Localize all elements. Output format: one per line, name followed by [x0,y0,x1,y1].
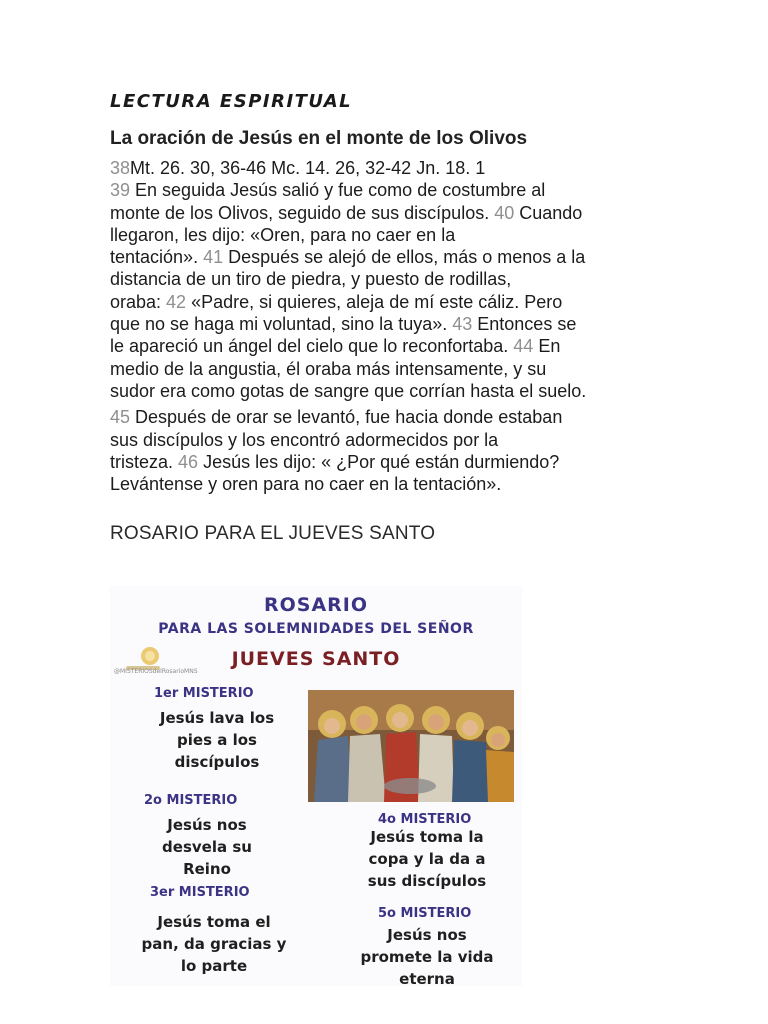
text-line [110,291,670,313]
verse-text: oraba: [110,291,167,312]
rosary-image [110,586,522,986]
text-line: llegaron, les dijo: «Oren, para no caer en la [110,224,456,245]
mystery-text-line: discípulos [174,753,260,771]
text-line: sus discípulos y los encontró adormecidos por la [110,429,499,450]
verse-number: 45 [110,407,131,428]
rosary-image-day: JUEVES SANTO [231,648,401,670]
verse-number: 39 [110,180,131,201]
mystery-text-line: Jesús nos [167,816,247,834]
mystery-text-line: eterna [399,970,455,986]
mystery-text-line: Jesús lava los [159,709,275,727]
text-line [110,406,670,428]
mystery-text-line: Jesús toma la [370,828,484,846]
text-line [110,451,670,473]
mystery-5-label: 5o MISTERIO [378,906,472,921]
verse-text: Mt. 26. 30, 36-46 Mc. 14. 26, 32-42 Jn. 18. 1 [130,158,486,178]
mystery-text-line: Jesús nos [387,926,467,944]
verse-number: 42 [166,291,187,312]
text-line [110,202,670,224]
mystery-2-text [122,814,292,880]
verse-number: 43 [452,314,473,335]
verse-text: Cuando [514,202,583,223]
mystery-text-line: promete la vida [360,948,494,966]
mystery-text-line: lo parte [180,957,248,975]
mystery-1-text [122,707,312,773]
mystery-4-label: 4o MISTERIO [378,812,472,827]
verse-number: 40 [494,202,515,223]
rosary-image-subtitle: PARA LAS SOLEMNIDADES DEL SEÑOR [158,621,474,637]
mystery-text-line: Jesús toma el [157,913,271,931]
paragraph-2 [110,406,670,495]
mystery-5-text [340,924,514,986]
rosary-heading: ROSARIO PARA EL JUEVES SANTO [110,523,436,545]
last-supper-painting-icon [308,690,514,802]
mystery-4-text [340,826,514,892]
verse-number: 41 [203,247,224,268]
section-title: LECTURA ESPIRITUAL [110,91,353,112]
mystery-text-line: pan, da gracias y [141,935,287,953]
verse-text: tristeza. [110,451,179,472]
text-line: Levántense y oren para no caer en la tentación». [110,474,502,495]
reading-body [110,157,670,495]
text-line [110,313,670,335]
mystery-text-line: sus discípulos [367,872,487,890]
mystery-2-label: 2o MISTERIO [144,793,238,808]
verse-text: tentación». [110,247,204,268]
mystery-text-line: pies a los [177,731,257,749]
paragraph-1 [110,157,670,402]
text-line [110,335,670,357]
verse-text: Después se alejó de ellos, más o menos a la [223,247,586,268]
text-line: sudor era como gotas de sangre que corrían hasta el suelo. [110,380,587,401]
logo-caption: @MISTERIOSdelRosarioMNS [114,668,198,675]
mystery-text-line: desvela su [162,838,252,856]
verse-number: 38 [110,158,131,178]
document-page [110,88,670,546]
verse-text: monte de los Olivos, seguido de sus discípulos. [110,202,495,223]
verse-text: que no se haga mi voluntad, sino la tuya». [110,314,453,335]
text-line [110,157,670,179]
text-line [110,179,670,201]
verse-text: Entonces se [472,314,577,335]
verse-text: En [533,336,561,357]
mystery-1-label: 1er MISTERIO [154,686,254,701]
mystery-3-text [116,911,312,977]
text-line: distancia de un tiro de piedra, y puesto de rodillas, [110,269,512,290]
verse-text: le apareció un ángel del cielo que lo reconfortaba. [110,336,514,357]
text-line: medio de la angustia, él oraba más intensamente, y su [110,358,547,379]
verse-text: Jesús les dijo: « ¿Por qué están durmiendo? [198,451,560,472]
mystery-3-label: 3er MISTERIO [150,885,250,900]
verse-number: 44 [513,336,534,357]
verse-number: 46 [178,451,199,472]
verse-text: En seguida Jesús salió y fue como de costumbre al [130,180,546,201]
reading-title: La oración de Jesús en el monte de los Olivos [110,128,528,149]
mystery-text-line: copa y la da a [368,850,486,868]
mystery-text-line: Reino [183,860,231,878]
verse-text: Después de orar se levantó, fue hacia donde estaban [130,407,563,428]
rosary-image-title: ROSARIO [263,594,369,616]
text-line [110,246,670,268]
verse-text: «Padre, si quieres, aleja de mí este cáliz. Pero [186,291,563,312]
